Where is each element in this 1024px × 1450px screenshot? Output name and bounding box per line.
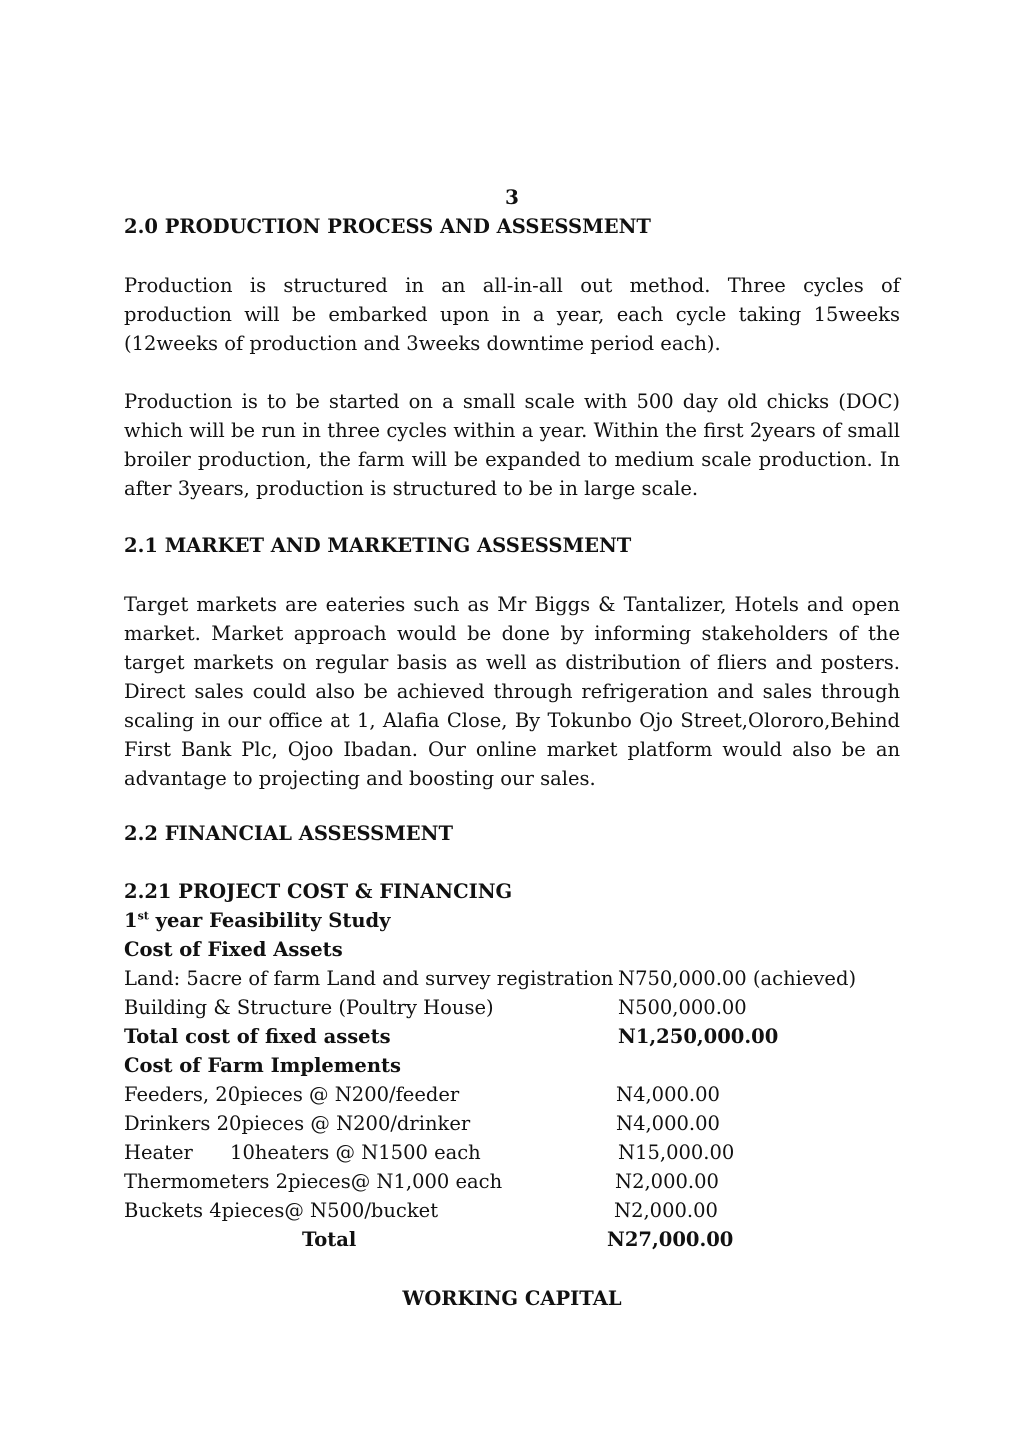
- fixed-asset-amount: N750,000.00 (achieved): [618, 967, 857, 990]
- subsection-heading-project-cost: 2.21 PROJECT COST & FINANCING: [124, 880, 513, 903]
- implement-label: Heater 10heaters @ N1500 each: [124, 1141, 481, 1164]
- feasibility-study-title: [124, 908, 391, 934]
- fixed-asset-label: Land: 5acre of farm Land and survey registration: [124, 967, 614, 990]
- implements-title: Cost of Farm Implements: [124, 1054, 401, 1077]
- paragraph-production-method: Production is structured in an all-in-all out method. Three cycles of production will be embarked upon in a year, each cycle taking 15weeks (12weeks of production and 3weeks downtime period each).: [124, 274, 900, 355]
- document-page: [124, 0, 900, 1450]
- fixed-assets-total-label: Total cost of fixed assets: [124, 1025, 391, 1048]
- fixed-assets-total-amount: N1,250,000.00: [618, 1025, 779, 1048]
- section-heading-market: 2.1 MARKET AND MARKETING ASSESSMENT: [124, 534, 632, 557]
- year-number: 1: [124, 909, 138, 932]
- implement-label: Thermometers 2pieces@ N1,000 each: [124, 1170, 503, 1193]
- implement-label: Feeders, 20pieces @ N200/feeder: [124, 1083, 460, 1106]
- year-ordinal-suffix: st: [137, 909, 149, 923]
- implement-amount: N4,000.00: [616, 1112, 720, 1135]
- implements-total-amount: N27,000.00: [607, 1228, 734, 1251]
- implement-amount: N2,000.00: [615, 1170, 719, 1193]
- implement-amount: N2,000.00: [614, 1199, 718, 1222]
- implement-amount: N4,000.00: [616, 1083, 720, 1106]
- paragraph-production-scale: Production is to be started on a small scale with 500 day old chicks (DOC) which will be run in three cycles within a year. Within the first 2years of small broiler production, the farm will be expanded to medium scale production. In after 3years, production is structured to be in large scale.: [124, 390, 900, 500]
- section-heading-financial: 2.2 FINANCIAL ASSESSMENT: [124, 822, 453, 845]
- implements-total-label: Total: [302, 1228, 357, 1251]
- paragraph-market: Target markets are eateries such as Mr Biggs & Tantalizer, Hotels and open market. Market approach would be done by informing stakeholders of the target markets on regular basis as well as distribution of fliers and posters. Direct sales could also be achieved through refrigeration and sales through scaling in our office at 1, Alafia Close, By Tokunbo Ojo Street,Olororo,Behind First Bank Plc, Ojoo Ibadan. Our online market platform would also be an advantage to projecting and boosting our sales.: [124, 593, 900, 790]
- fixed-asset-amount: N500,000.00: [618, 996, 747, 1019]
- year-title-text: year Feasibility Study: [148, 909, 391, 932]
- fixed-asset-label: Building & Structure (Poultry House): [124, 996, 494, 1019]
- fixed-assets-title: Cost of Fixed Assets: [124, 938, 343, 961]
- working-capital-title: WORKING CAPITAL: [402, 1287, 622, 1310]
- page-number: 3: [505, 185, 519, 209]
- section-heading-production: 2.0 PRODUCTION PROCESS AND ASSESSMENT: [124, 215, 651, 238]
- implement-label: Drinkers 20pieces @ N200/drinker: [124, 1112, 471, 1135]
- implement-label: Buckets 4pieces@ N500/bucket: [124, 1199, 439, 1222]
- implement-amount: N15,000.00: [618, 1141, 735, 1164]
